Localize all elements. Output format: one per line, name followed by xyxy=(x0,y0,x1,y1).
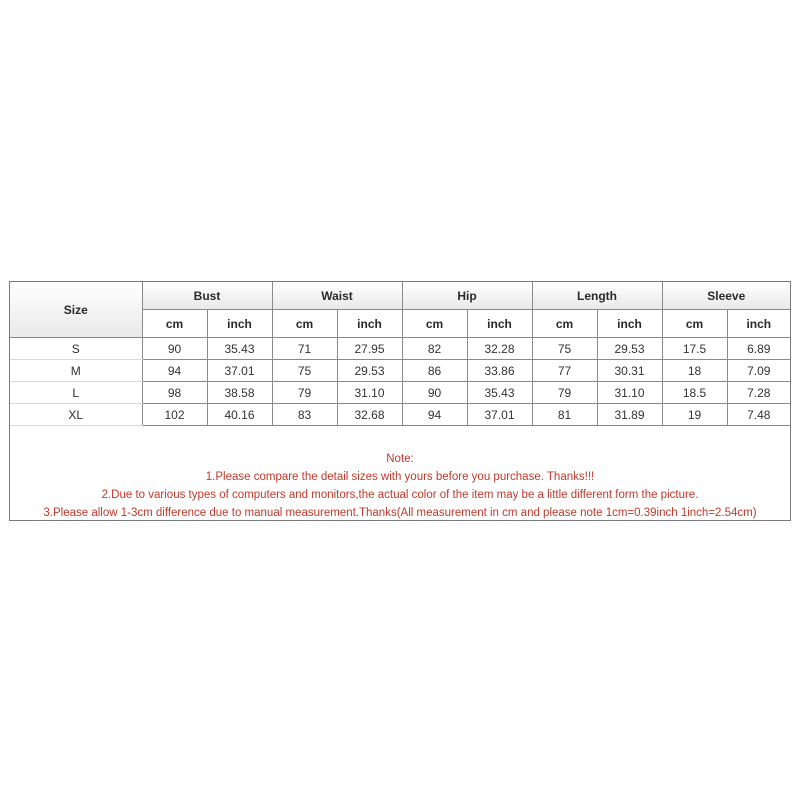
notes-section xyxy=(10,450,790,522)
table-cell: 79 xyxy=(532,382,597,404)
group-header: Hip xyxy=(402,282,532,310)
size-cell: L xyxy=(10,382,142,404)
table-cell: 37.01 xyxy=(207,360,272,382)
table-cell: 94 xyxy=(142,360,207,382)
table-cell: 82 xyxy=(402,338,467,360)
table-cell: 35.43 xyxy=(207,338,272,360)
table-row xyxy=(10,360,790,382)
table-cell: 102 xyxy=(142,404,207,426)
table-cell: 71 xyxy=(272,338,337,360)
size-table xyxy=(10,282,790,426)
note-line: 1.Please compare the detail sizes with yours before you purchase. Thanks!!! xyxy=(205,471,595,483)
table-cell: 7.09 xyxy=(727,360,790,382)
table-cell: 18.5 xyxy=(662,382,727,404)
table-cell: 77 xyxy=(532,360,597,382)
table-row xyxy=(10,404,790,426)
table-cell: 29.53 xyxy=(337,360,402,382)
table-row xyxy=(10,338,790,360)
size-cell: XL xyxy=(10,404,142,426)
unit-header: cm xyxy=(532,310,597,338)
size-chart xyxy=(9,281,791,521)
table-cell: 31.10 xyxy=(597,382,662,404)
unit-header: cm xyxy=(662,310,727,338)
table-cell: 19 xyxy=(662,404,727,426)
group-header: Waist xyxy=(272,282,402,310)
table-cell: 75 xyxy=(532,338,597,360)
table-cell: 31.89 xyxy=(597,404,662,426)
unit-header: inch xyxy=(207,310,272,338)
table-cell: 7.48 xyxy=(727,404,790,426)
table-cell: 90 xyxy=(402,382,467,404)
table-cell: 31.10 xyxy=(337,382,402,404)
size-cell: S xyxy=(10,338,142,360)
note-line: 3.Please allow 1-3cm difference due to manual measurement.Thanks(All measurement in cm and please note 1cm=0.39inch 1inch=2.54cm) xyxy=(43,507,757,519)
size-header: Size xyxy=(10,282,142,338)
table-cell: 29.53 xyxy=(597,338,662,360)
note-line: 2.Due to various types of computers and monitors,the actual color of the item may be a little different form the picture. xyxy=(101,489,699,501)
table-cell: 90 xyxy=(142,338,207,360)
size-cell: M xyxy=(10,360,142,382)
unit-header: cm xyxy=(402,310,467,338)
table-cell: 40.16 xyxy=(207,404,272,426)
notes-title: Note: xyxy=(386,453,414,465)
table-cell: 27.95 xyxy=(337,338,402,360)
table-cell: 32.28 xyxy=(467,338,532,360)
table-cell: 18 xyxy=(662,360,727,382)
table-row xyxy=(10,382,790,404)
table-cell: 94 xyxy=(402,404,467,426)
table-cell: 38.58 xyxy=(207,382,272,404)
table-cell: 33.86 xyxy=(467,360,532,382)
table-cell: 79 xyxy=(272,382,337,404)
unit-header: cm xyxy=(272,310,337,338)
table-cell: 83 xyxy=(272,404,337,426)
table-cell: 35.43 xyxy=(467,382,532,404)
table-cell: 98 xyxy=(142,382,207,404)
group-header-row xyxy=(10,282,790,310)
unit-header: cm xyxy=(142,310,207,338)
table-cell: 37.01 xyxy=(467,404,532,426)
group-header: Length xyxy=(532,282,662,310)
table-cell: 30.31 xyxy=(597,360,662,382)
unit-header: inch xyxy=(337,310,402,338)
unit-header: inch xyxy=(467,310,532,338)
table-cell: 32.68 xyxy=(337,404,402,426)
group-header: Bust xyxy=(142,282,272,310)
table-cell: 6.89 xyxy=(727,338,790,360)
table-cell: 7.28 xyxy=(727,382,790,404)
table-cell: 86 xyxy=(402,360,467,382)
unit-header: inch xyxy=(597,310,662,338)
group-header: Sleeve xyxy=(662,282,790,310)
table-cell: 81 xyxy=(532,404,597,426)
unit-header: inch xyxy=(727,310,790,338)
table-cell: 17.5 xyxy=(662,338,727,360)
table-cell: 75 xyxy=(272,360,337,382)
